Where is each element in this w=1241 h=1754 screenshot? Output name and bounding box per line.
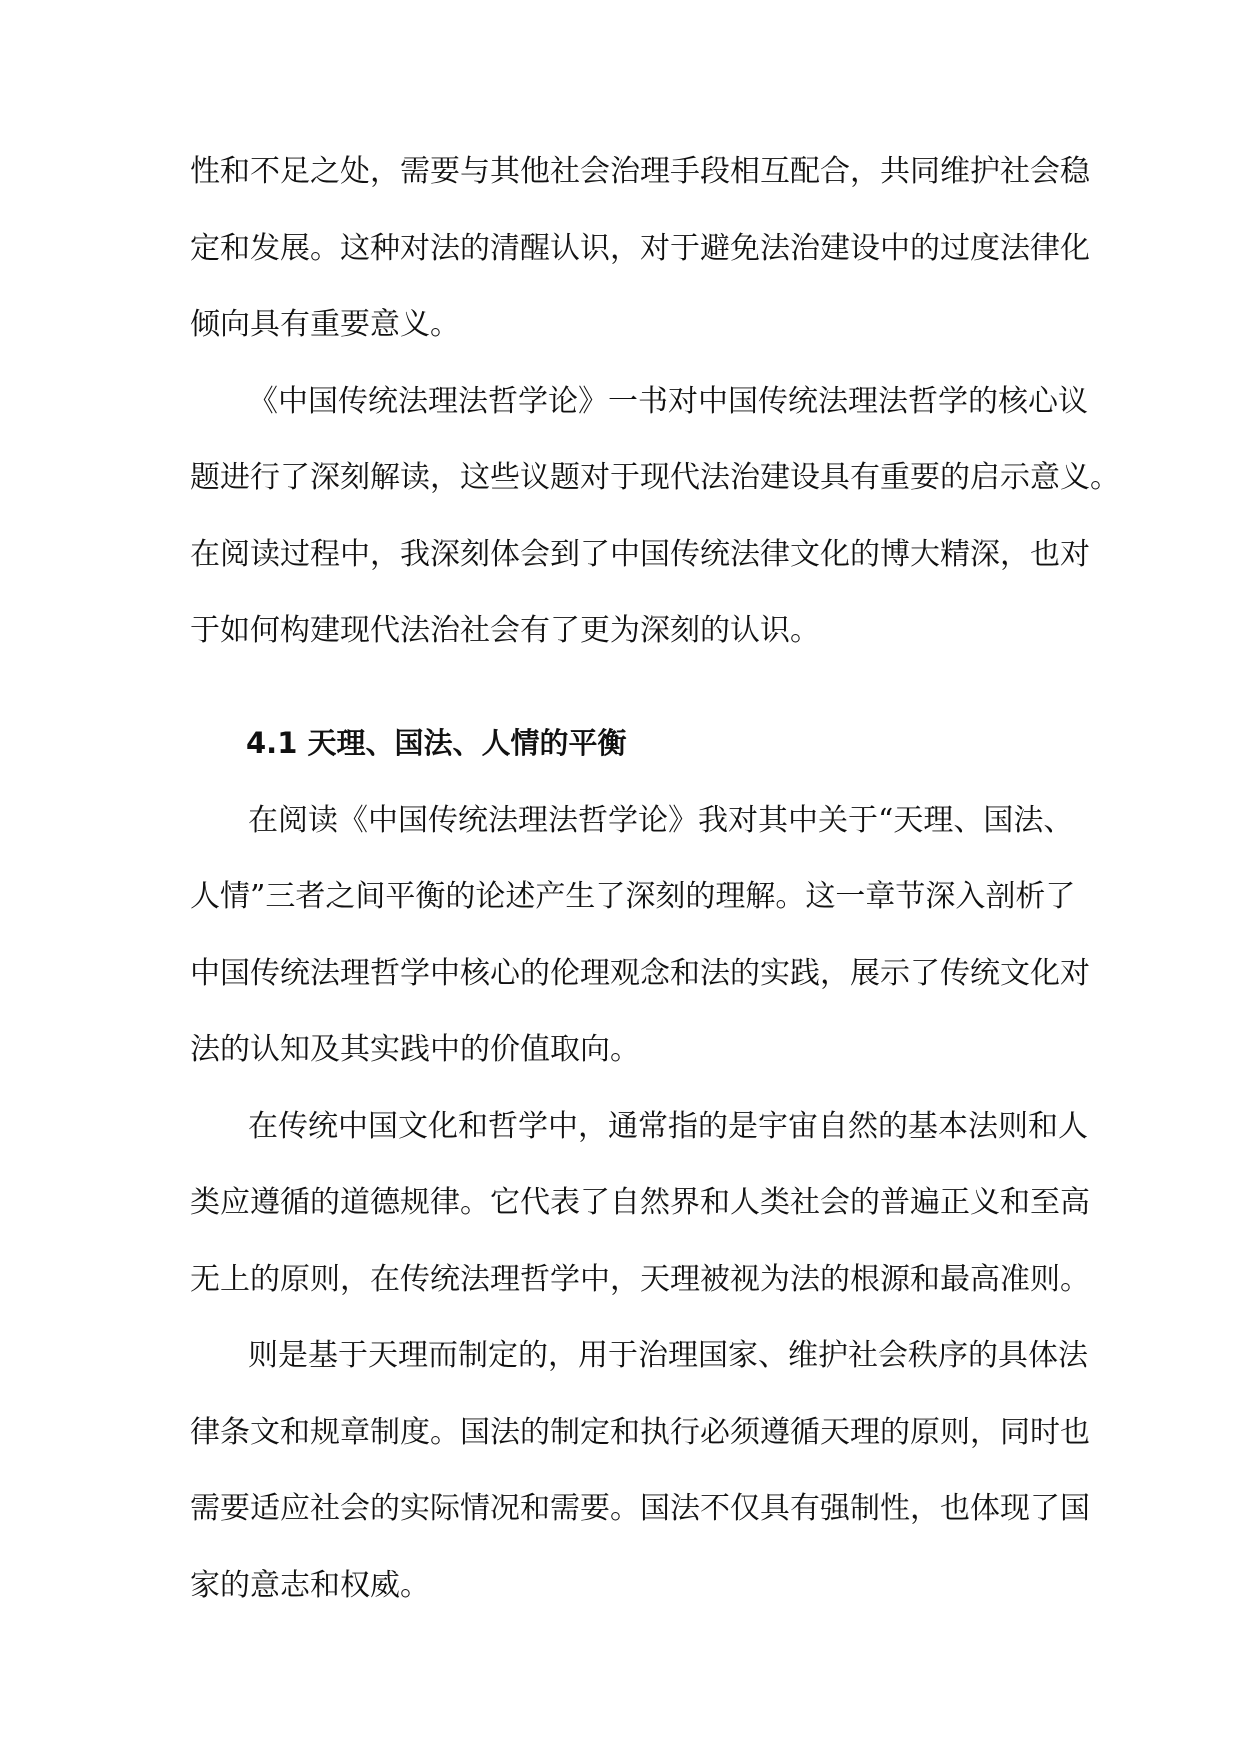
paragraph-line: 律条文和规章制度。国法的制定和执行必须遵循天理的原则，同时也 [190,1414,1090,1450]
paragraph-5 [190,1318,1090,1624]
paragraph-line: 题进行了深刻解读，这些议题对于现代法治建设具有重要的启示意义。 [190,460,1120,495]
paragraph-line: 类应遵循的道德规律。它代表了自然界和人类社会的普遍正义和至高 [190,1185,1090,1220]
paragraph-3 [190,783,1090,1089]
paragraph-line: 倾向具有重要意义。 [190,307,460,342]
paragraph-line: 在阅读过程中，我深刻体会到了中国传统法律文化的博大精深，也对 [190,536,1090,572]
paragraph-line: 无上的原则，在传统法理哲学中，天理被视为法的根源和最高准则。 [190,1261,1090,1297]
paragraph-line: 性和不足之处，需要与其他社会治理手段相互配合，共同维护社会稳 [190,154,1090,189]
paragraph-line: 在阅读《中国传统法理法哲学论》我对其中关于“天理、国法、 [248,802,1074,838]
paragraph-line: 定和发展。这种对法的清醒认识，对于避免法治建设中的过度法律化 [190,230,1090,266]
paragraph-line: 《中国传统法理法哲学论》一书对中国传统法理法哲学的核心议 [248,383,1088,419]
document-body [190,134,1120,1624]
paragraph-line: 人情”三者之间平衡的论述产生了深刻的理解。这一章节深入剖析了 [190,879,1076,914]
section-spacer [190,670,1070,703]
paragraph-line: 于如何构建现代法治社会有了更为深刻的认识。 [190,613,820,648]
paragraph-line: 法的认知及其实践中的价值取向。 [190,1032,640,1067]
paragraph-line: 则是基于天理而制定的，用于治理国家、维护社会秩序的具体法 [248,1338,1088,1373]
paragraph-2 [190,364,1120,670]
paragraph-line: 家的意志和权威。 [190,1567,430,1603]
paragraph-1 [190,134,1090,364]
section-heading: 4.1 天理、国法、人情的平衡 [246,725,627,760]
paragraph-line: 在传统中国文化和哲学中，通常指的是宇宙自然的基本法则和人 [248,1108,1088,1144]
paragraph-line: 需要适应社会的实际情况和需要。国法不仅具有强制性，也体现了国 [190,1491,1090,1526]
paragraph-line: 中国传统法理哲学中核心的伦理观念和法的实践，展示了传统文化对 [190,955,1090,991]
paragraph-4 [190,1089,1090,1319]
